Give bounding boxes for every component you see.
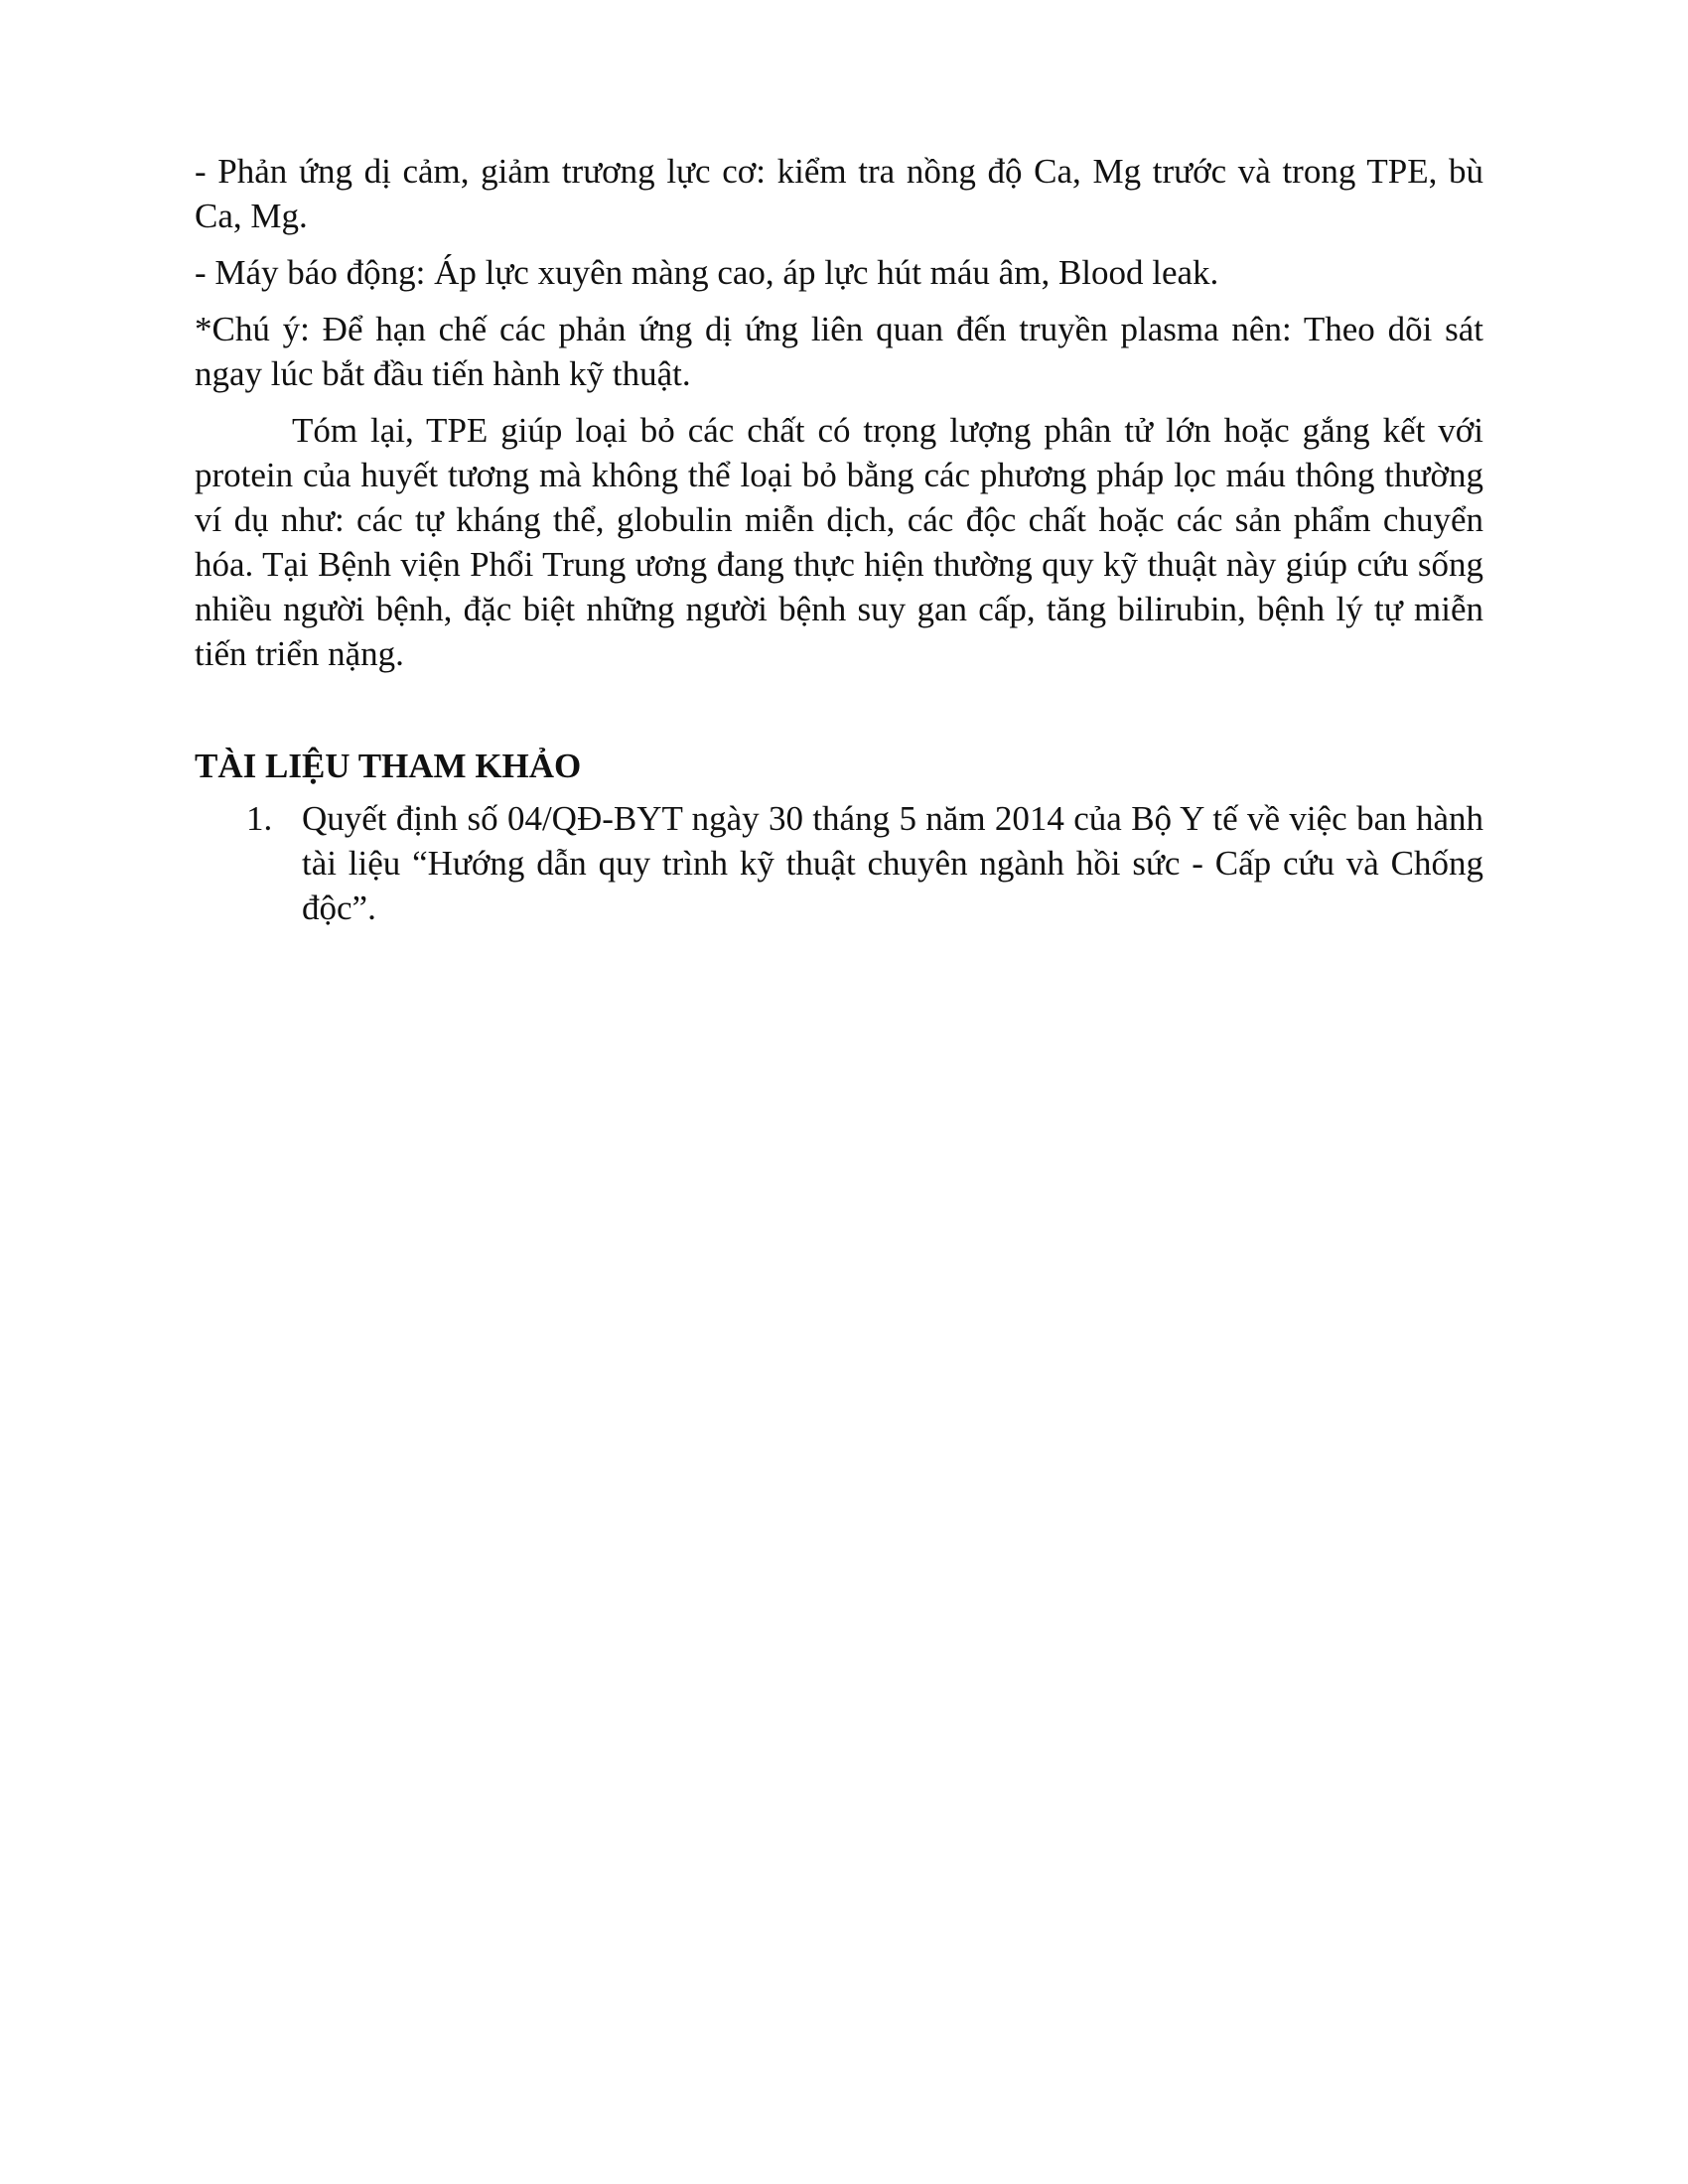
reference-number: 1. bbox=[246, 799, 273, 838]
paragraph-note: *Chú ý: Để hạn chế các phản ứng dị ứng liên quan đến truyền plasma nên: Theo dõi sát ngay lúc bắt đầu tiến hành kỹ thuật. bbox=[195, 310, 1483, 393]
references-list bbox=[195, 796, 1483, 930]
paragraph-paresthesia: - Phản ứng dị cảm, giảm trương lực cơ: kiểm tra nồng độ Ca, Mg trước và trong TPE, bù Ca, Mg. bbox=[195, 152, 1483, 235]
document-page bbox=[195, 149, 1483, 930]
reference-text: Quyết định số 04/QĐ-BYT ngày 30 tháng 5 năm 2014 của Bộ Y tế về việc ban hành tài liệu “Hướng dẫn quy trình kỹ thuật chuyên ngành hồi sức - Cấp cứu và Chống độc”. bbox=[302, 799, 1483, 927]
paragraph-machine-alarm: - Máy báo động: Áp lực xuyên màng cao, áp lực hút máu âm, Blood leak. bbox=[195, 253, 1219, 292]
references-heading: TÀI LIỆU THAM KHẢO bbox=[195, 747, 582, 785]
reference-item bbox=[195, 796, 1483, 930]
paragraph-summary: Tóm lại, TPE giúp loại bỏ các chất có trọng lượng phân tử lớn hoặc gắng kết với protein của huyết tương mà không thể loại bỏ bằng các phương pháp lọc máu thông thường ví dụ như: các tự kháng thể, globulin miễn dịch, các độc chất hoặc các sản phẩm chuyển hóa. Tại Bệnh viện Phổi Trung ương đang thực hiện thường quy kỹ thuật này giúp cứu sống nhiều người bệnh, đặc biệt những người bệnh suy gan cấp, tăng bilirubin, bệnh lý tự miễn tiến triển nặng. bbox=[195, 411, 1483, 673]
